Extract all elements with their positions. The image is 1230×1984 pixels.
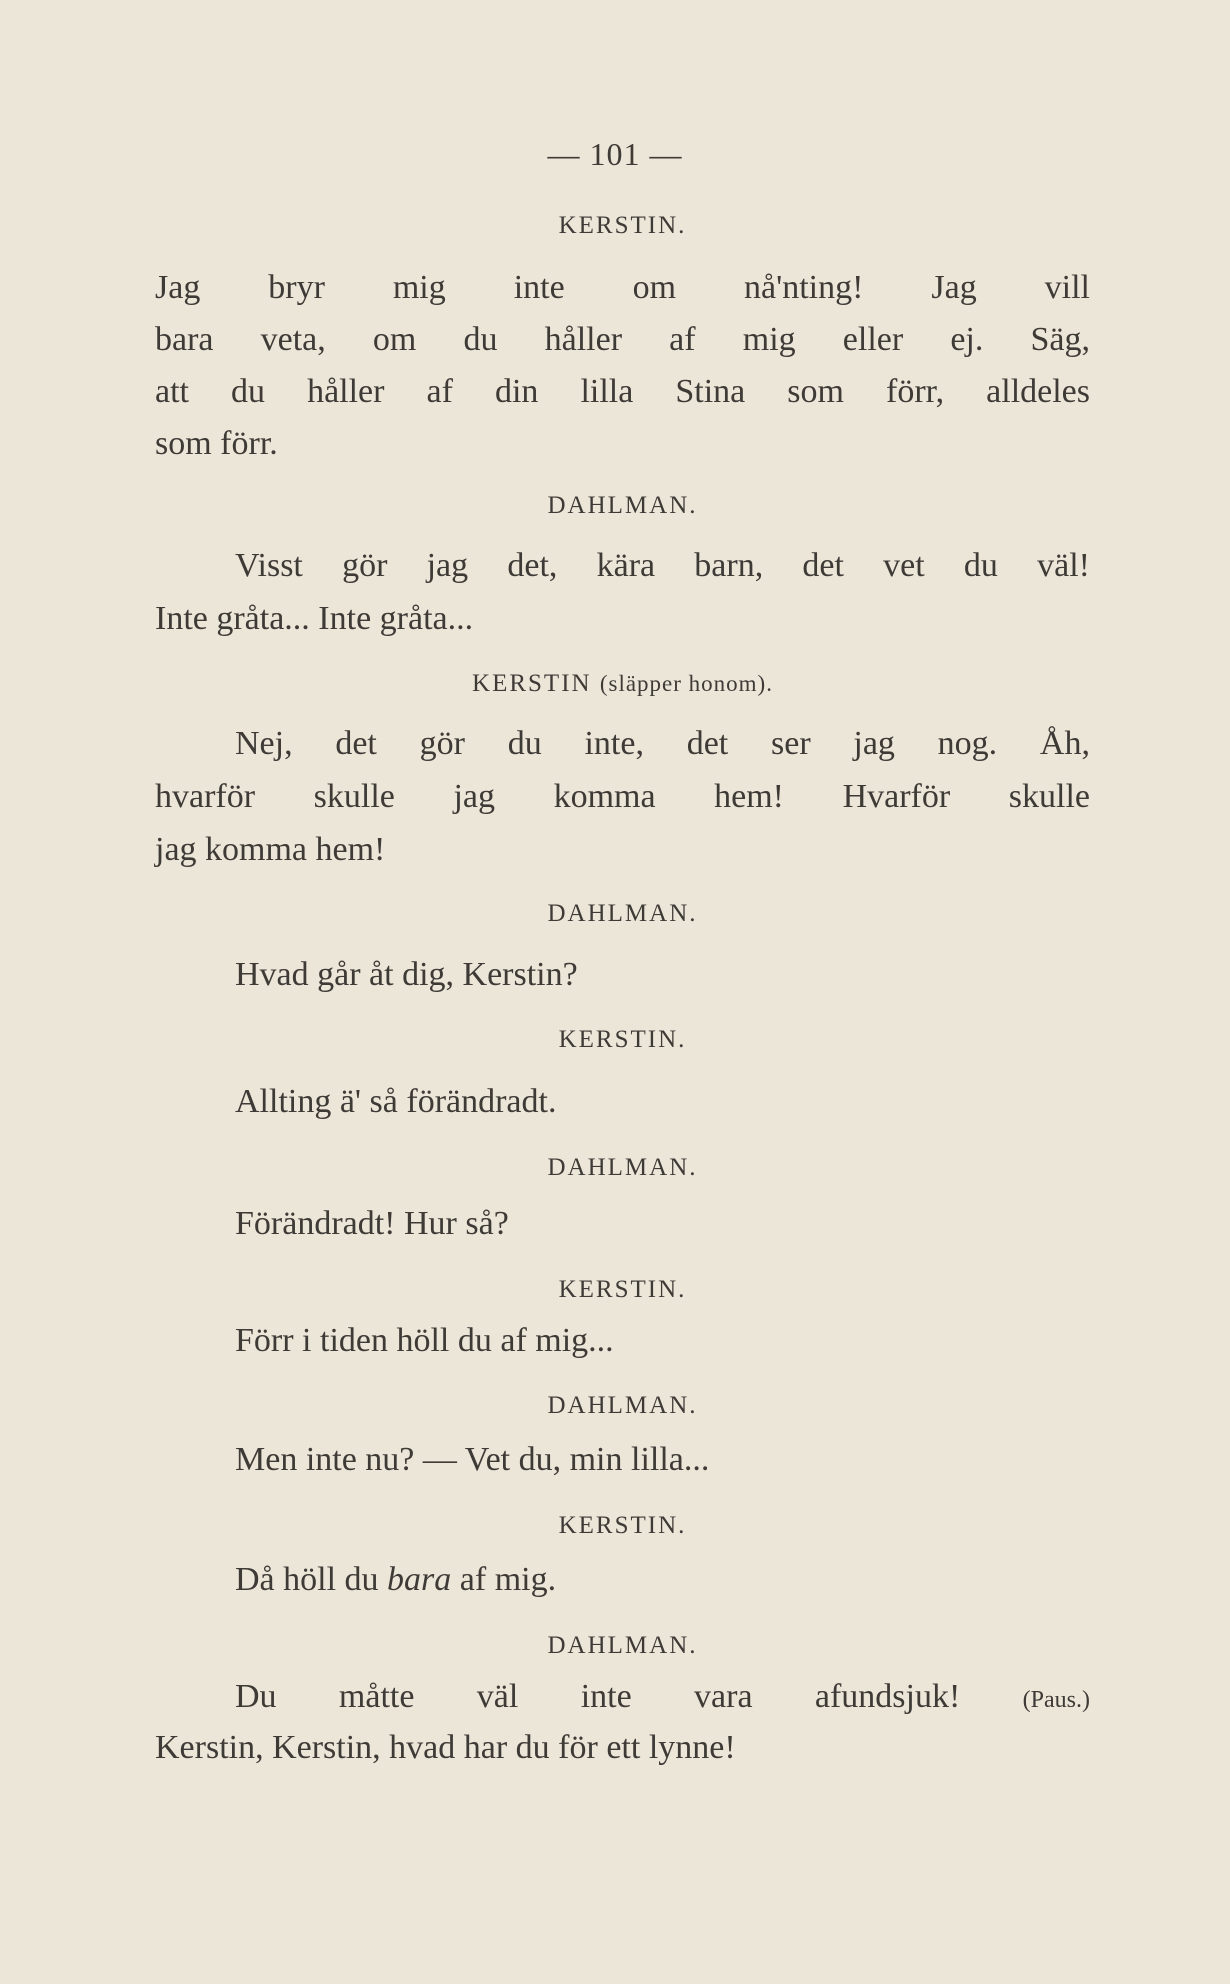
dialogue-line: Allting ä' så förändradt. [235,1083,557,1120]
dialogue-line: Nej, det gör du inte, det ser jag nog. Åh, [235,725,1090,762]
page-number: — 101 — [547,136,683,172]
emphasized-word: bara [387,1561,452,1598]
dialogue-line: bara veta, om du håller af mig eller ej. Säg, [155,321,1090,358]
dialogue-line: Hvad går åt dig, Kerstin? [235,956,578,993]
dialogue-line: Jag bryr mig inte om nå'nting! Jag vill [155,269,1090,306]
speaker-name: KERSTIN. [558,1512,687,1539]
dialogue-line: Men inte nu? — Vet du, min lilla... [235,1441,710,1478]
speaker-name: KERSTIN. [558,212,687,239]
stage-direction: (släpper honom). [599,671,773,696]
line-text: af mig. [451,1561,557,1598]
dialogue-line: Kerstin, Kerstin, hvad har du för ett lynne! [155,1729,736,1766]
speaker-name: DAHLMAN. [547,1154,698,1181]
speaker-name: DAHLMAN. [547,900,698,927]
dialogue-line: som förr. [155,425,278,462]
speaker-name: DAHLMAN. [547,1632,698,1659]
speaker-name: KERSTIN. [558,1026,687,1053]
dialogue-line: Visst gör jag det, kära barn, det vet du väl! [235,547,1090,584]
speaker-name: KERSTIN. [558,1276,687,1303]
dialogue-line [155,1677,1090,1720]
line-text: Då höll du [235,1561,388,1598]
speaker-name: KERSTIN [472,670,592,697]
speaker-name: DAHLMAN. [547,1392,698,1419]
dialogue-line: Förr i tiden höll du af mig... [235,1322,614,1359]
dialogue-line: Förändradt! Hur så? [235,1205,509,1242]
dialogue-line: jag komma hem! [155,831,386,868]
dialogue-line: att du håller af din lilla Stina som förr, alldeles [155,373,1090,410]
dialogue-line [155,1560,1090,1600]
speaker-name: DAHLMAN. [547,492,698,519]
dialogue-line: hvarför skulle jag komma hem! Hvarför skulle [155,778,1090,815]
stage-direction: (Paus.) [1022,1687,1090,1713]
speaker-heading [155,670,1090,698]
dialogue-line: Inte gråta... Inte gråta... [155,600,474,637]
line-text: Du måtte väl inte vara afundsjuk! [235,1678,961,1715]
